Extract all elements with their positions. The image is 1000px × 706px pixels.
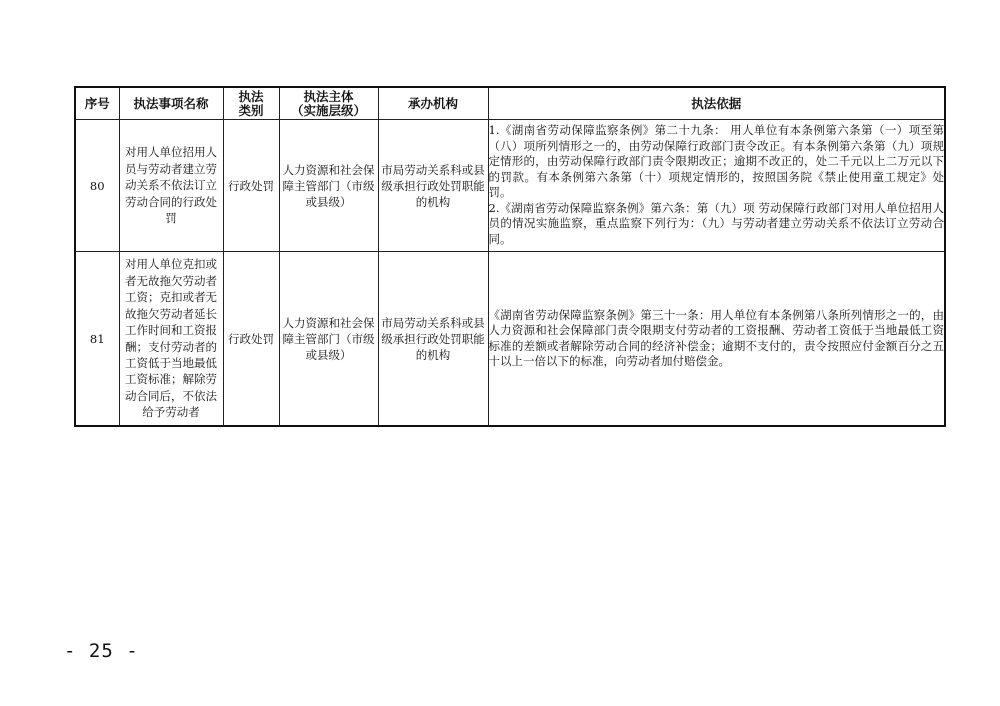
row-item-name: 对用人单位招用人员与劳动者建立劳动关系不依法订立劳动合同的行政处罚: [119, 120, 223, 252]
row-basis: [488, 252, 945, 427]
row-subject: 人力资源和社会保障主管部门（市级或县级）: [279, 252, 378, 427]
header-item-name: 执法事项名称: [119, 87, 223, 120]
page-number: - 25 -: [64, 640, 139, 662]
row-item-name: 对用人单位克扣或者无故拖欠劳动者工资；克扣或者无故拖欠劳动者延长工作时间和工资报酬；支付劳动者的工资低于当地最低工资标准；解除劳动合同后，不依法给予劳动者: [119, 252, 223, 427]
row-serial: 80: [75, 120, 119, 252]
row-category: 行政处罚: [223, 252, 279, 427]
table-row: [75, 120, 945, 252]
header-subject: 执法主体 （实施层级）: [279, 87, 378, 120]
header-serial: 序号: [75, 87, 119, 120]
header-category: 执法 类别: [223, 87, 279, 120]
row-category: 行政处罚: [223, 120, 279, 252]
table-row: [75, 252, 945, 427]
row-serial: 81: [75, 252, 119, 427]
basis-paragraph: 1.《湖南省劳动保障监察条例》第二十九条： 用人单位有本条例第六条第（一）项至第（八）项所列情形之一的，由劳动保障行政部门责令改正。有本条例第六条第（九）项规定情形的，由劳动保障行政部门责令限期改正；逾期不改正的，处二千元以上二万元以下的罚款。有本条例第六条第（十）项规定情形的，按照国务院《禁止使用童工规定》处罚。: [488, 123, 944, 199]
table-header-row: [75, 87, 945, 120]
row-basis: [488, 120, 945, 252]
enforcement-table: [74, 86, 946, 427]
header-basis: 执法依据: [488, 87, 945, 120]
row-org: 市局劳动关系科或县级承担行政处罚职能的机构: [378, 252, 488, 427]
row-subject: 人力资源和社会保障主管部门（市级或县级）: [279, 120, 378, 252]
row-org: 市局劳动关系科或县级承担行政处罚职能的机构: [378, 120, 488, 252]
basis-paragraph: 《湖南省劳动保障监察条例》第三十一条：用人单位有本条例第八条所列情形之一的，由人力资源和社会保障部门责令限期支付劳动者的工资报酬、劳动者工资低于当地最低工资标准的差额或者解除劳动合同的经济补偿金；逾期不支付的，责令按照应付金额百分之五十以上一倍以下的标准，向劳动者加付赔偿金。: [488, 307, 944, 368]
header-org: 承办机构: [378, 87, 488, 120]
basis-paragraph: 2.《湖南省劳动保障监察条例》第六条：第（九）项 劳动保障行政部门对用人单位招用人员的情况实施监察，重点监察下列行为：（九）与劳动者建立劳动关系不依法订立劳动合同。: [488, 200, 944, 246]
